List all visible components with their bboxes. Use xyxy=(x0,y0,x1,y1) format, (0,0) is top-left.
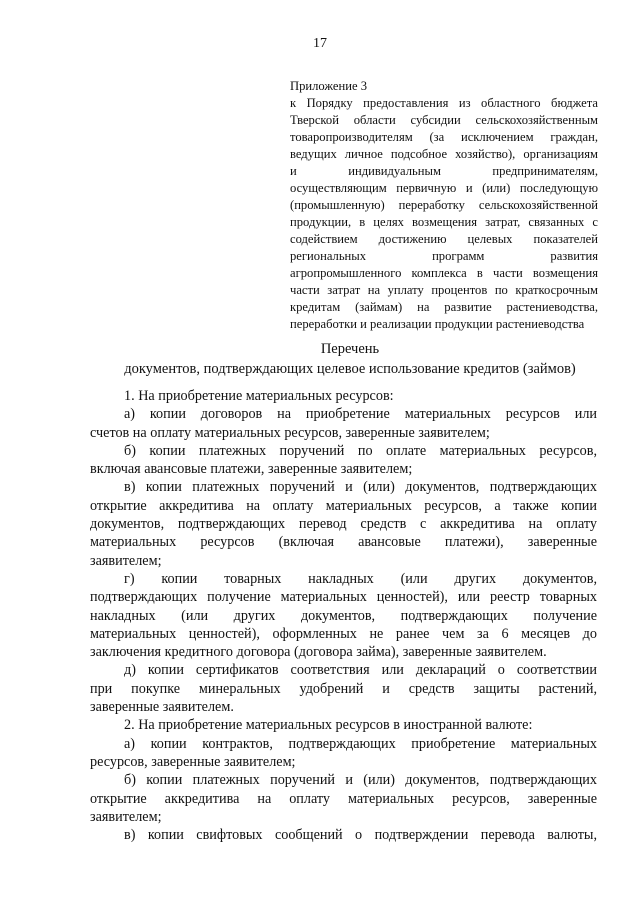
heading-title: Перечень xyxy=(320,341,380,357)
appendix-block xyxy=(290,78,598,333)
appendix-text xyxy=(290,95,598,333)
body-line: подтверждающих получение материальных ценностей), или реестр товарных xyxy=(90,589,597,606)
body-line: 2. На приобретение материальных ресурсов в иностранной валюте: xyxy=(124,717,533,734)
appendix-line: к Порядку предоставления из областного бюджета xyxy=(290,96,598,110)
body-line: документов, подтверждающих перевод средств с аккредитива на оплату xyxy=(90,516,597,533)
body-line: в) копии свифтовых сообщений о подтверждении перевода валюты, xyxy=(124,827,597,844)
body-line: а) копии договоров на приобретение материальных ресурсов или xyxy=(124,406,597,423)
appendix-line: (промышленную) переработку сельскохозяйственной xyxy=(290,198,598,212)
appendix-line: товаропроизводителям (за исключением граждан, xyxy=(290,130,598,144)
appendix-line: осуществляющим первичную и (или) последующую xyxy=(290,181,598,195)
body-line: г) копии товарных накладных (или других документов, xyxy=(124,570,597,587)
appendix-line: переработки и реализации продукции растениеводства xyxy=(290,317,585,331)
body-line: заключения кредитного договора (договора займа), заверенные заявителем. xyxy=(90,644,547,661)
heading-subtitle: документов, подтверждающих целевое использование кредитов (займов) xyxy=(124,361,576,377)
body-line: 1. На приобретение материальных ресурсов: xyxy=(124,388,394,404)
body-line: б) копии платежных поручений по оплате материальных ресурсов, xyxy=(124,442,597,459)
document-body xyxy=(90,387,597,844)
appendix-line: Тверской области субсидии сельскохозяйственным xyxy=(290,113,598,127)
body-line: в) копии платежных поручений и (или) документов, подтверждающих xyxy=(124,479,597,496)
appendix-line: ведущих личное подсобное хозяйство), организациям xyxy=(290,147,598,161)
body-line: при покупке минеральных удобрений и средств защиты растений, xyxy=(90,680,597,697)
appendix-line: агропромышленного комплекса в части возмещения xyxy=(290,266,598,280)
appendix-line: содействием достижению целевых показателей xyxy=(290,232,598,246)
appendix-line: продукции, в целях возмещения затрат, связанных с xyxy=(290,215,598,229)
body-line: д) копии сертификатов соответствия или деклараций о соответствии xyxy=(124,662,597,679)
appendix-title: Приложение 3 xyxy=(290,79,368,93)
appendix-line: части затрат на уплату процентов по краткосрочным xyxy=(290,283,598,297)
appendix-line: региональных программ развития xyxy=(290,249,598,263)
body-line: заявителем; xyxy=(90,552,162,569)
body-line: заверенные заявителем. xyxy=(90,699,234,716)
body-line: счетов на оплату материальных ресурсов, заверенные заявителем; xyxy=(90,424,490,441)
appendix-line: кредитам (займам) на развитие растениеводства, xyxy=(290,300,598,314)
body-line: а) копии контрактов, подтверждающих приобретение материальных xyxy=(124,735,597,752)
body-line: материальных ценностей), оформленных не ранее чем за 6 месяцев до xyxy=(90,625,597,642)
body-line: б) копии платежных поручений и (или) документов, подтверждающих xyxy=(124,772,597,789)
document-heading xyxy=(90,339,610,379)
body-line: заявителем; xyxy=(90,808,162,825)
body-line: открытие аккредитива на оплату материальных ресурсов, заверенные xyxy=(90,790,597,807)
body-line: открытие аккредитива на оплату материальных ресурсов, а также копии xyxy=(90,497,597,514)
body-line: накладных (или других документов, подтверждающих получение xyxy=(90,607,597,624)
body-line: ресурсов, заверенные заявителем; xyxy=(90,753,296,770)
body-line: включая авансовые платежи, заверенные заявителем; xyxy=(90,461,413,478)
appendix-line: и индивидуальным предпринимателям, xyxy=(290,164,598,178)
page-number: 17 xyxy=(313,36,327,51)
body-line: материальных ресурсов (включая авансовые платежи), заверенные xyxy=(90,534,597,551)
